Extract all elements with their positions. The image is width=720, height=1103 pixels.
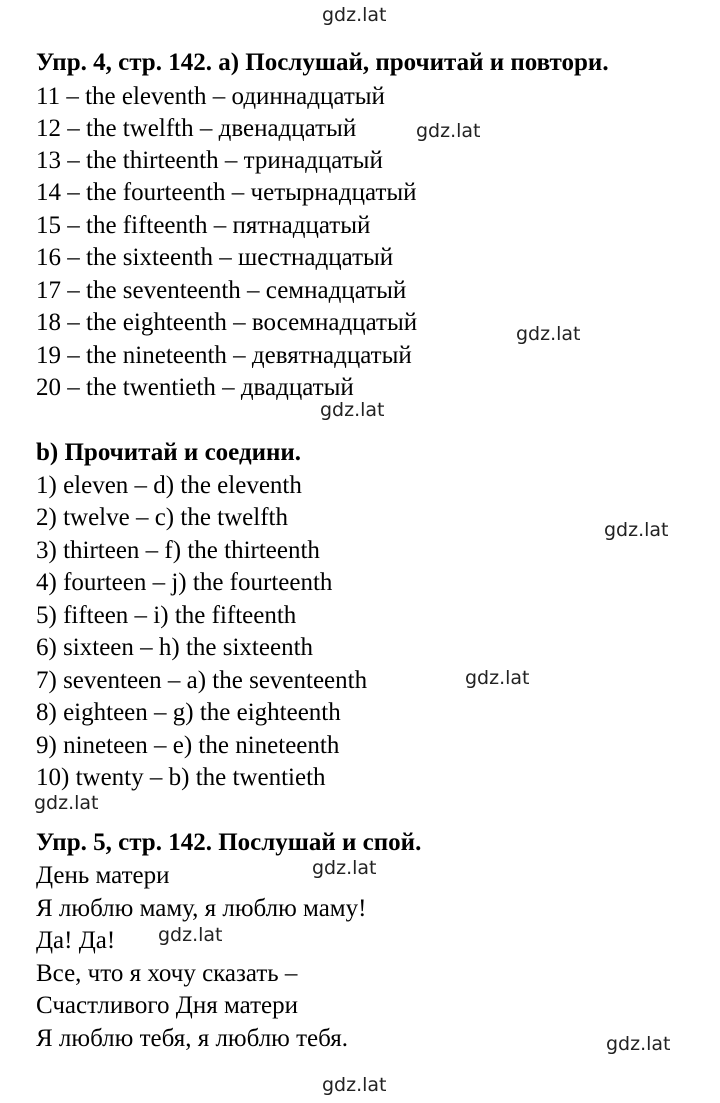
ordinal-line-11: 11 – the eleventh – одиннадцатый (36, 83, 385, 110)
watermark: gdz.lat (320, 399, 385, 421)
ordinal-line-13: 13 – the thirteenth – тринадцатый (36, 147, 383, 174)
song-line-6: Я люблю тебя, я люблю тебя. (36, 1025, 348, 1052)
exercise-4b-heading: b) Прочитай и соедини. (36, 439, 302, 466)
song-line-4: Все, что я хочу сказать – (36, 960, 298, 987)
watermark: gdz.lat (34, 792, 99, 814)
ordinal-line-20: 20 – the twentieth – двадцатый (36, 374, 354, 401)
match-line-3: 3) thirteen – f) the thirteenth (36, 537, 320, 564)
match-line-5: 5) fifteen – i) the fifteenth (36, 602, 297, 629)
ordinal-line-18: 18 – the eighteenth – восемнадцатый (36, 309, 418, 336)
song-line-2: Я люблю маму, я люблю маму! (36, 895, 367, 922)
match-line-4: 4) fourteen – j) the fourteenth (36, 569, 333, 596)
watermark: gdz.lat (604, 519, 669, 541)
match-line-9: 9) nineteen – e) the nineteenth (36, 732, 340, 759)
match-line-2: 2) twelve – c) the twelfth (36, 504, 288, 531)
ordinal-line-16: 16 – the sixteenth – шестнадцатый (36, 244, 394, 271)
watermark: gdz.lat (322, 1074, 387, 1096)
ordinal-line-12: 12 – the twelfth – двенадцатый (36, 115, 357, 142)
watermark: gdz.lat (516, 323, 581, 345)
watermark: gdz.lat (158, 924, 223, 946)
watermark: gdz.lat (416, 120, 481, 142)
ordinal-line-14: 14 – the fourteenth – четырнадцатый (36, 179, 417, 206)
watermark: gdz.lat (606, 1033, 671, 1055)
watermark: gdz.lat (465, 667, 530, 689)
ordinal-line-17: 17 – the seventeenth – семнадцатый (36, 277, 407, 304)
exercise-5-heading: Упр. 5, стр. 142. Послушай и спой. (36, 829, 422, 856)
song-line-5: Счастливого Дня матери (36, 992, 298, 1019)
exercise-4-heading: Упр. 4, стр. 142. a) Послушай, прочитай и повтори. (36, 49, 609, 76)
song-line-3: Да! Да! (36, 927, 116, 954)
song-line-1: День матери (36, 862, 170, 889)
match-line-6: 6) sixteen – h) the sixteenth (36, 634, 314, 661)
match-line-7: 7) seventeen – a) the seventeenth (36, 667, 368, 694)
match-line-8: 8) eighteen – g) the eighteenth (36, 699, 341, 726)
ordinal-line-19: 19 – the nineteenth – девятнадцатый (36, 342, 412, 369)
match-line-1: 1) eleven – d) the eleventh (36, 472, 302, 499)
ordinal-line-15: 15 – the fifteenth – пятнадцатый (36, 212, 371, 239)
match-line-10: 10) twenty – b) the twentieth (36, 764, 326, 791)
watermark: gdz.lat (312, 857, 377, 879)
watermark: gdz.lat (322, 4, 387, 26)
